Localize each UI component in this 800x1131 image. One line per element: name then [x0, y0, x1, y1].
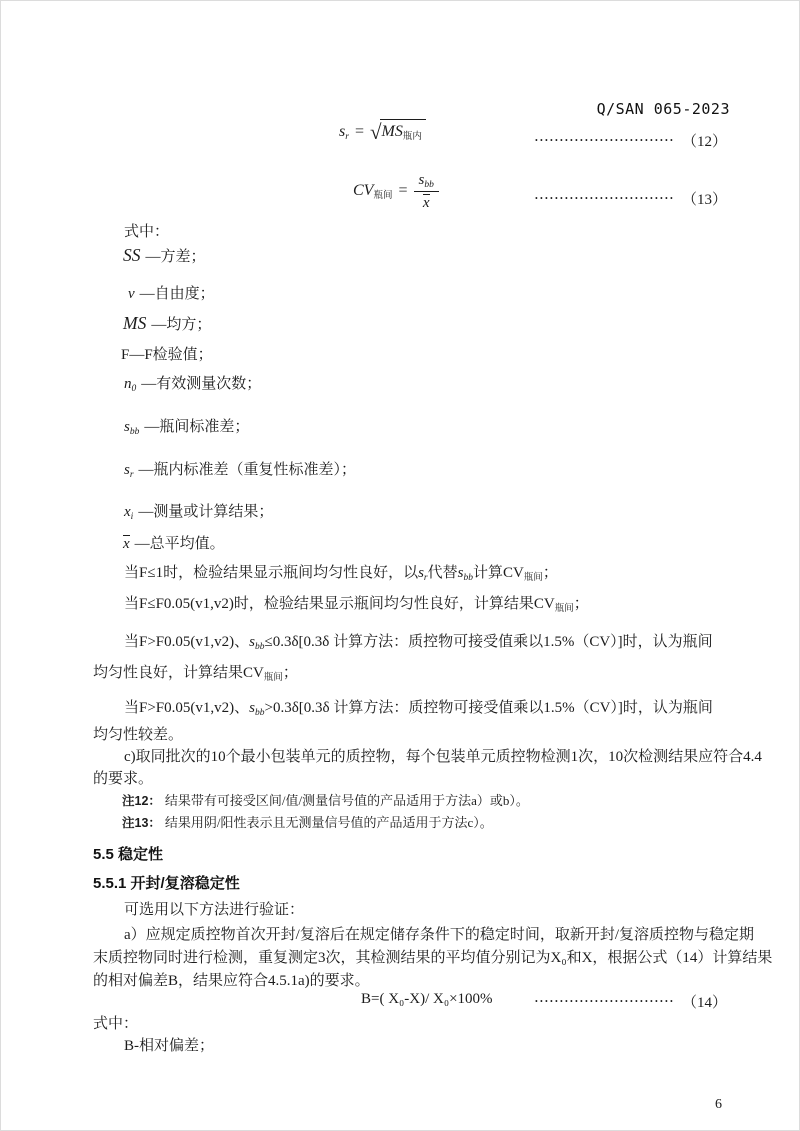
- paragraph-condition-4-line1: 当F>F0.05(v1,v2)、$s_{bb}>0.3\delta[0.3\delta$ 计算方法：质控物可接受值乘以1.5%（CV）]时，认为瓶间: [124, 700, 713, 718]
- formula-12-lhs: s: [339, 123, 346, 140]
- symbol-f: F: [121, 347, 130, 363]
- leader-dots: ••••••••••••••••••••••••••••: [534, 997, 675, 1006]
- formula-14-number: （14）: [681, 995, 727, 1011]
- symbol-n0: $n_0$: [124, 376, 137, 394]
- paragraph-condition-3-line1: 当F>F0.05(v1,v2)、$s_{bb}\le 0.3\delta[0.3\delta$ 计算方法：质控物可接受值乘以1.5%（CV）]时，认为瓶间: [124, 634, 713, 652]
- formula-14: B=( X₀-X)/ X₀×100%: [361, 991, 493, 1007]
- formula-13-number: （13）: [681, 192, 727, 208]
- leader-dots: ••••••••••••••••••••••••••••: [534, 136, 675, 145]
- note-12: [122, 790, 529, 812]
- formula-12-radicand: $MS_{瓶内}$: [380, 119, 426, 143]
- definition-ss: SS —方差；: [123, 245, 206, 265]
- formula-13-lhs: CV: [353, 182, 374, 200]
- definition-v: v —自由度；: [128, 286, 215, 302]
- item-c-line2: 的要求。: [93, 771, 154, 787]
- symbol-v: v: [128, 286, 135, 302]
- heading-5-5: 5.5 稳定性: [93, 846, 164, 863]
- formula-12-number: （12）: [681, 134, 727, 150]
- symbol-ss: SS: [123, 245, 141, 265]
- definition-sr: $s_r$ —瓶内标准差（重复性标准差）；: [124, 462, 357, 480]
- paragraph-condition-3-line2: 均匀性良好，计算结果$CV_{瓶间}$；: [93, 665, 298, 683]
- definition-ms: MS —均方；: [123, 313, 212, 333]
- stability-a-line1: a）应规定质控物首次开封/复溶后在规定储存条件下的稳定时间，取新开封/复溶质控物与稳定期: [124, 927, 754, 943]
- formula-12: [339, 119, 426, 143]
- note-12-text: 结果带有可接受区间/值/测量信号值的产品适用于方法a）或b）。: [164, 793, 529, 808]
- definition-b: B-相对偏差；: [124, 1038, 215, 1054]
- stability-a-line3: 的相对偏差B，结果应符合4.5.1a)的要求。: [93, 973, 370, 989]
- note-13: [122, 812, 493, 834]
- definition-n0: $n_0$ —有效测量次数；: [124, 376, 262, 394]
- symbol-xbar: x: [123, 536, 130, 552]
- definition-f: F—F检验值；: [121, 347, 213, 363]
- symbol-sbb: $s_{bb}$: [124, 419, 140, 437]
- definition-xbar: x —总平均值。: [123, 536, 225, 552]
- formula-13-leader: [535, 188, 727, 209]
- formula-13-fraction: $\frac{s_{bb}}{x}$: [414, 171, 439, 212]
- where-intro-2: 式中：: [93, 1016, 139, 1032]
- definition-sbb: $s_{bb}$ —瓶间标准差；: [124, 419, 250, 437]
- doc-code-header: Q/SAN 065-2023: [596, 100, 730, 118]
- symbol-ms: MS: [123, 313, 147, 333]
- leader-dots: ••••••••••••••••••••••••••••: [534, 194, 675, 203]
- note-12-label: 注12：: [122, 794, 161, 808]
- sqrt-radical-icon: √: [369, 120, 382, 144]
- page-number: 6: [715, 1097, 722, 1112]
- formula-12-leader: [535, 130, 727, 151]
- note-13-label: 注13：: [122, 816, 161, 830]
- paragraph-condition-1: 当F≤1时，检验结果显示瓶间均匀性良好，以$s_r$代替$s_{bb}$计算$CV_{瓶间}$；: [124, 565, 558, 583]
- formula-14-leader: [535, 991, 727, 1012]
- formula-13: [353, 171, 439, 212]
- note-13-text: 结果用阴/阳性表示且无测量信号值的产品适用于方法c）。: [164, 815, 493, 830]
- where-intro: 式中：: [124, 224, 170, 240]
- stability-a-line2: 末质控物同时进行检测，重复测定3次，其检测结果的平均值分别记为X₀和X，根据公式（14）计算结果: [93, 950, 773, 966]
- definition-xi: $x_i$ —测量或计算结果；: [124, 504, 274, 522]
- formula-13-lhs-sub: 瓶间: [373, 191, 393, 202]
- item-c-line1: c)取同批次的10个最小包装单元的质控物，每个包装单元质控物检测1次，10次检测结果应符合4.4: [124, 749, 762, 765]
- heading-5-5-1: 5.5.1 开封/复溶稳定性: [93, 875, 240, 892]
- equals-sign: =: [354, 123, 364, 140]
- x-bar-symbol: x: [422, 195, 430, 211]
- stability-intro: 可选用以下方法进行验证：: [124, 902, 305, 918]
- paragraph-condition-2: 当F≤F0.05(v1,v2)时，检验结果显示瓶间均匀性良好，计算结果$CV_{瓶间}$；: [124, 596, 589, 614]
- paragraph-condition-4-line2: 均匀性较差。: [93, 727, 184, 743]
- equals-sign: =: [398, 182, 408, 200]
- symbol-xi: $x_i$: [124, 504, 134, 522]
- formula-12-lhs-sub: r: [345, 132, 349, 142]
- symbol-sr: $s_r$: [124, 462, 134, 480]
